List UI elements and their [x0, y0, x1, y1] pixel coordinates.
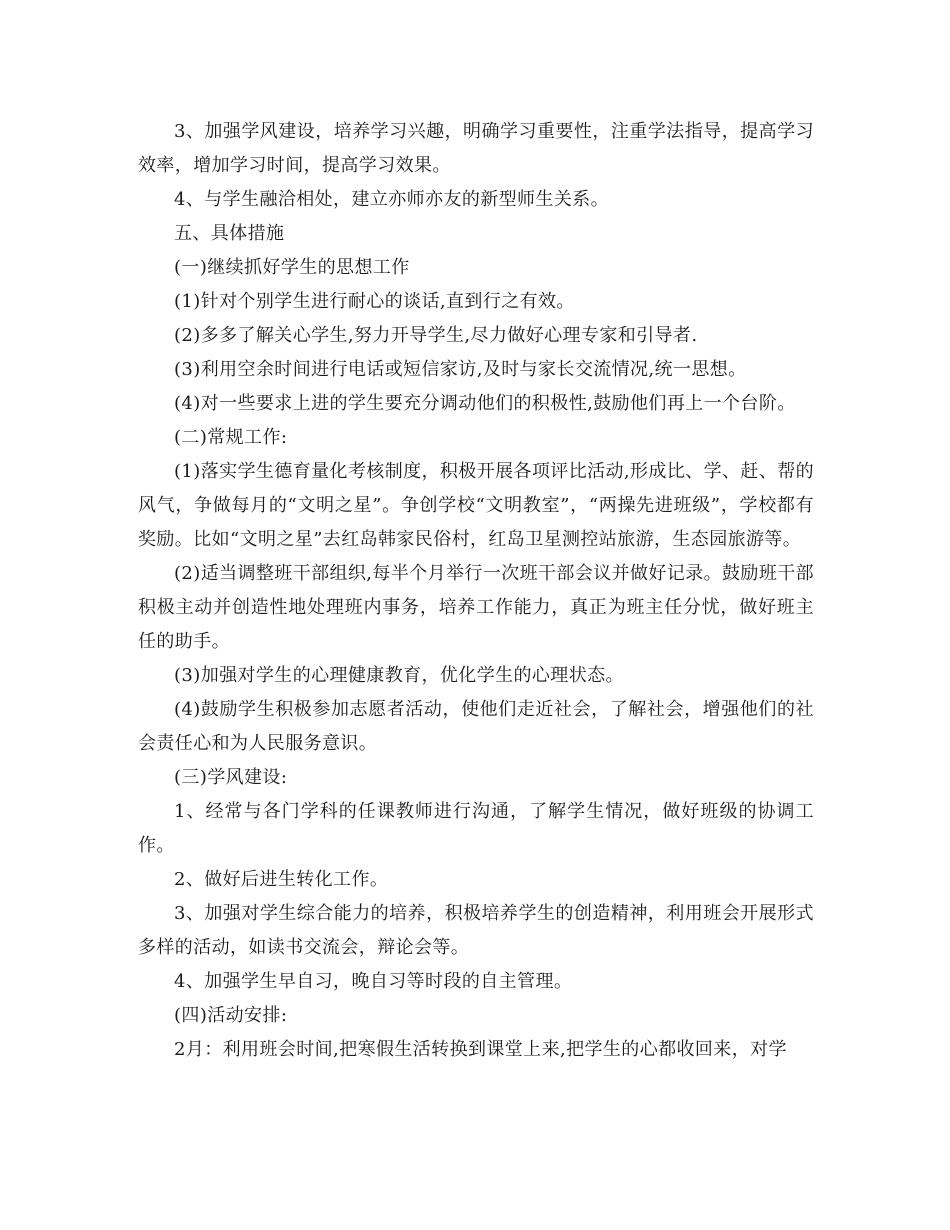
paragraph: 4、加强学生早自习，晚自习等时段的自主管理。	[174, 971, 573, 992]
section-heading: 五、具体措施	[174, 223, 285, 244]
paragraph: 2、做好后进生转化工作。	[174, 869, 389, 890]
paragraph: (1)针对个别学生进行耐心的谈话,直到行之有效。	[174, 291, 575, 312]
paragraph: (3)利用空余时间进行电话或短信家访,及时与家长交流情况,统一思想。	[174, 359, 747, 380]
paragraph: 1、经常与各门学科的任课教师进行沟通，了解学生情况，做好班级的协调工作。	[138, 801, 814, 856]
paragraph: 2月：利用班会时间,把寒假生活转换到课堂上来,把学生的心都收回来，对学	[174, 1039, 787, 1060]
document-body	[138, 115, 814, 1067]
subsection-heading: (三)学风建设:	[174, 767, 288, 788]
paragraph: (1)落实学生德育量化考核制度，积极开展各项评比活动,形成比、学、赶、帮的风气，争做每月的“文明之星”。争创学校“文明教室”，“两操先进班级”，学校都有奖励。比如“文明之星”去红岛韩家民俗村，红岛卫星测控站旅游，生态园旅游等。	[138, 461, 815, 550]
subsection-heading: (二)常规工作:	[174, 427, 288, 448]
paragraph: (3)加强对学生的心理健康教育，优化学生的心理状态。	[174, 665, 624, 686]
paragraph: 3、加强对学生综合能力的培养，积极培养学生的创造精神，利用班会开展形式多样的活动，如读书交流会，辩论会等。	[138, 903, 814, 958]
paragraph: 4、与学生融洽相处，建立亦师亦友的新型师生关系。	[174, 189, 610, 210]
paragraph: 3、加强学风建设，培养学习兴趣，明确学习重要性，注重学法指导，提高学习效率，增加学习时间，提高学习效果。	[138, 121, 814, 176]
subsection-heading: (一)继续抓好学生的思想工作	[174, 257, 410, 278]
paragraph: (2)多多了解关心学生,努力开导学生,尽力做好心理专家和引导者.	[174, 325, 698, 346]
paragraph: (2)适当调整班干部组织,每半个月举行一次班干部会议并做好记录。鼓励班干部积极主动并创造性地处理班内事务，培养工作能力，真正为班主任分忧，做好班主任的助手。	[138, 563, 815, 652]
paragraph: (4)鼓励学生积极参加志愿者活动，使他们走近社会，了解社会，增强他们的社会责任心和为人民服务意识。	[138, 699, 814, 754]
subsection-heading: (四)活动安排:	[174, 1005, 288, 1026]
paragraph: (4)对一些要求上进的学生要充分调动他们的积极性,鼓励他们再上一个台阶。	[174, 393, 796, 414]
